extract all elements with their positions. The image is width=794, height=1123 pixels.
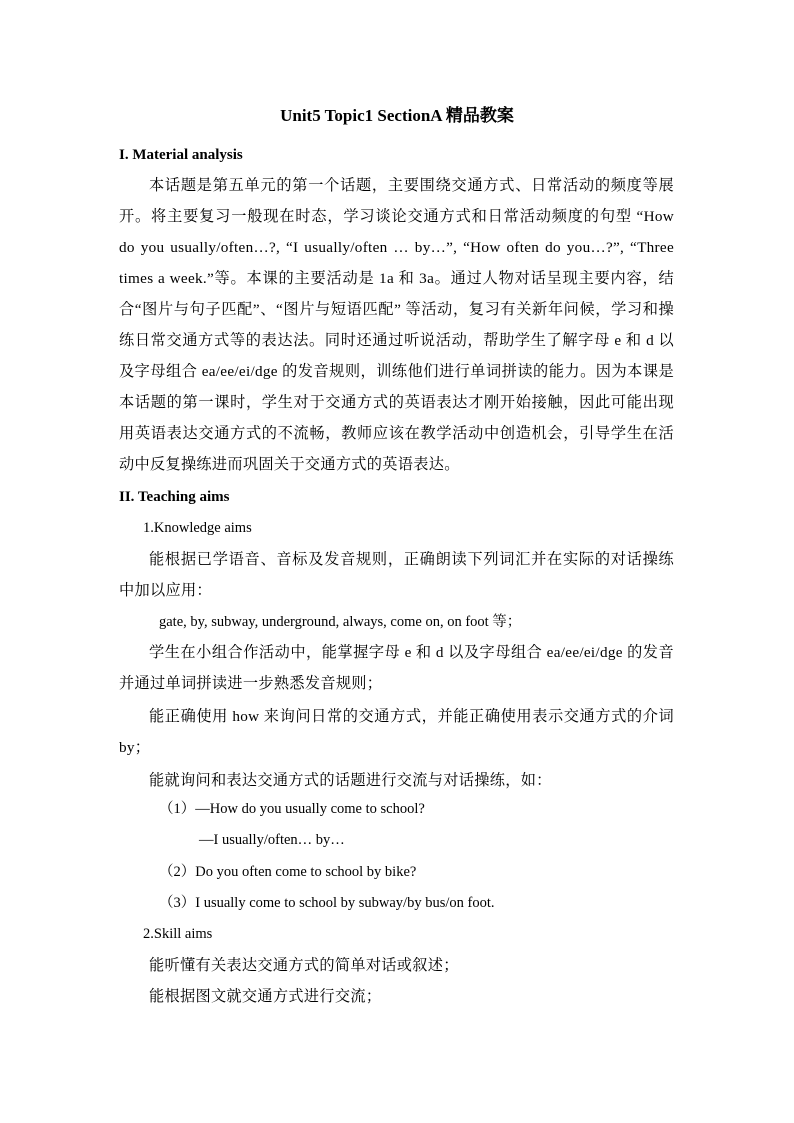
- example-1-question: （1）—How do you usually come to school?: [159, 801, 425, 817]
- knowledge-paragraph-3: 能正确使用 how 来询问日常的交通方式，并能正确使用表示交通方式的介词 by；: [119, 708, 674, 756]
- subheading-knowledge-aims: 1.Knowledge aims: [143, 520, 252, 536]
- section-heading-teaching-aims: II. Teaching aims: [119, 489, 230, 505]
- skill-paragraph-2: 能根据图文就交通方式进行交流；: [149, 988, 382, 1005]
- vocabulary-line: gate, by, subway, underground, always, come on, on foot 等；: [159, 614, 522, 630]
- section-heading-material-analysis: I. Material analysis: [119, 147, 243, 163]
- material-analysis-paragraph: 本话题是第五单元的第一个话题，主要围绕交通方式、日常活动的频度等展开。将主要复习一般现在时态，学习谈论交通方式和日常活动频度的句型 “How do you usually/often…?, “I usually/often … by…”, “How often do you…?”, “Three times a week.”等。本课的主要活动是 1a 和 3a。通过人物对话呈现主要内容，结合“图片与句子匹配”、“图片与短语匹配” 等活动，复习有关新年问候，学习和操练日常交通方式等的表达法。同时还通过听说活动，帮助学生了解字母 e 和 d 以及字母组合 ea/ee/ei/dge 的发音规则，训练他们进行单词拼读的能力。因为本课是本话题的第一课时，学生对于交通方式的英语表达才刚开始接触，因此可能出现用英语表达交通方式的不流畅，教师应该在教学活动中创造机会，引导学生在活动中反复操练进而巩固关于交通方式的英语表达。: [119, 177, 674, 473]
- knowledge-paragraph-4: 能就询问和表达交通方式的话题进行交流与对话操练，如：: [149, 772, 552, 789]
- knowledge-paragraph-2: 学生在小组合作活动中，能掌握字母 e 和 d 以及字母组合 ea/ee/ei/dge 的发音并通过单词拼读进一步熟悉发音规则；: [119, 644, 674, 692]
- example-3: （3）I usually come to school by subway/by bus/on foot.: [159, 895, 495, 911]
- example-1-answer: —I usually/often… by…: [199, 832, 345, 848]
- example-2: （2）Do you often come to school by bike?: [159, 864, 417, 880]
- subheading-skill-aims: 2.Skill aims: [143, 926, 213, 942]
- knowledge-paragraph-1: 能根据已学语音、音标及发音规则，正确朗读下列词汇并在实际的对话操练中加以应用：: [119, 551, 674, 599]
- skill-paragraph-1: 能听懂有关表达交通方式的简单对话或叙述；: [149, 957, 459, 974]
- document-title: Unit5 Topic1 SectionA 精品教案: [280, 106, 514, 125]
